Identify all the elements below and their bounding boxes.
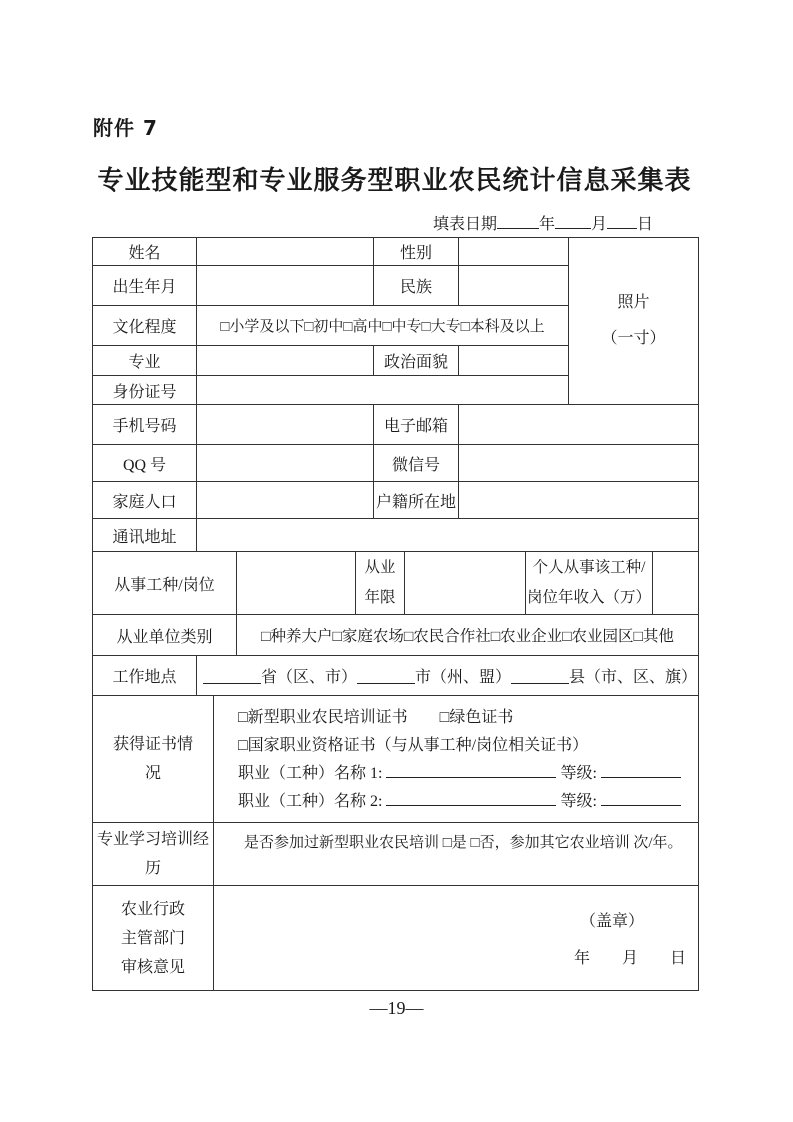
political-status-input[interactable] xyxy=(459,346,569,376)
certificates-content xyxy=(214,696,698,823)
family-size-input[interactable] xyxy=(197,482,374,519)
cert-name1-label: 职业（工种）名称 1: xyxy=(238,765,383,782)
cert-grade2-blank[interactable] xyxy=(601,790,681,806)
education-options[interactable]: □小学及以下□初中□高中□中专□大专□本科及以上 xyxy=(197,306,569,346)
qq-input[interactable] xyxy=(197,445,374,482)
contact-row-qq xyxy=(93,445,698,482)
cert-grade1-label: 等级: xyxy=(560,765,597,782)
training-label: 专业学习培训经 历 xyxy=(93,823,214,886)
annual-income-label: 个人从事该工种/ 岗位年收入（万） xyxy=(526,552,653,615)
id-number-input[interactable] xyxy=(197,376,569,405)
attachment-label: 附件 7 xyxy=(93,116,158,140)
household-location-input[interactable] xyxy=(459,482,698,519)
cert-checkbox-line2[interactable]: □国家职业资格证书（与从事工种/岗位相关证书） xyxy=(238,737,589,754)
cert-grade1-blank[interactable] xyxy=(601,762,681,778)
photo-box xyxy=(569,238,698,405)
date-year-label: 年 xyxy=(538,216,555,233)
cert-name1-blank[interactable] xyxy=(386,762,556,778)
birth-label: 出生年月 xyxy=(93,266,197,306)
county-label: 县（市、区、旗） xyxy=(569,669,698,686)
address-label: 通讯地址 xyxy=(93,519,197,552)
identity-section xyxy=(93,238,698,405)
training-row xyxy=(93,823,698,886)
certificates-row xyxy=(93,696,698,823)
name-label: 姓名 xyxy=(93,238,197,266)
review-date-line: 年 月 日 xyxy=(573,950,686,967)
seal-label: （盖章） xyxy=(579,913,644,930)
review-row xyxy=(93,886,698,990)
cert-checkbox-line1[interactable]: □新型职业农民培训证书 □绿色证书 xyxy=(238,709,514,726)
photo-label-line1: 照片 xyxy=(617,294,650,311)
work-location-input[interactable] xyxy=(197,656,698,696)
education-label: 文化程度 xyxy=(93,306,197,346)
occupation-label: 从事工种/岗位 xyxy=(93,552,237,615)
name-input[interactable] xyxy=(197,238,374,266)
date-day-label: 日 xyxy=(636,216,653,233)
contact-row-family xyxy=(93,482,698,519)
mobile-input[interactable] xyxy=(197,405,374,445)
cert-name2-line xyxy=(238,788,692,816)
employer-type-options[interactable]: □种养大户□家庭农场□农民合作社□农业企业□农业园区□其他 xyxy=(237,615,698,656)
province-label: 省（区、市） xyxy=(261,669,358,686)
review-content[interactable] xyxy=(214,886,698,990)
mobile-label: 手机号码 xyxy=(93,405,197,445)
work-location-row xyxy=(93,656,698,696)
address-input[interactable] xyxy=(197,519,698,552)
training-content[interactable]: 是否参加过新型职业农民培训 □是 □否，参加其它农业培训 次/年。 xyxy=(214,823,698,886)
major-label: 专业 xyxy=(93,346,197,376)
page-title: 专业技能型和专业服务型职业农民统计信息采集表 xyxy=(97,166,692,196)
cert-name2-blank[interactable] xyxy=(386,790,556,806)
email-label: 电子邮箱 xyxy=(374,405,459,445)
date-month-blank[interactable] xyxy=(555,213,591,229)
wechat-input[interactable] xyxy=(459,445,698,482)
occupation-input[interactable] xyxy=(237,552,356,615)
date-day-blank[interactable] xyxy=(607,213,637,229)
contact-row-address xyxy=(93,519,698,552)
cert-name2-label: 职业（工种）名称 2: xyxy=(238,793,383,810)
review-label: 农业行政 主管部门 审核意见 xyxy=(93,886,214,990)
county-blank[interactable] xyxy=(511,668,569,684)
family-size-label: 家庭人口 xyxy=(93,482,197,519)
household-location-label: 户籍所在地 xyxy=(374,482,459,519)
form-date-line xyxy=(92,211,697,234)
wechat-label: 微信号 xyxy=(374,445,459,482)
cert-name1-line xyxy=(238,760,692,788)
gender-label: 性别 xyxy=(374,238,459,266)
city-blank[interactable] xyxy=(357,668,415,684)
major-input[interactable] xyxy=(197,346,374,376)
work-years-input[interactable] xyxy=(405,552,526,615)
form-table xyxy=(92,237,699,991)
annual-income-input[interactable] xyxy=(653,552,698,615)
email-input[interactable] xyxy=(459,405,698,445)
occupation-row xyxy=(93,552,698,615)
political-status-label: 政治面貌 xyxy=(374,346,459,376)
employer-type-row xyxy=(93,615,698,656)
id-number-label: 身份证号 xyxy=(93,376,197,405)
qq-label: QQ 号 xyxy=(93,445,197,482)
work-years-label: 从业 年限 xyxy=(356,552,405,615)
employer-type-label: 从业单位类别 xyxy=(93,615,237,656)
province-blank[interactable] xyxy=(203,668,261,684)
date-month-label: 月 xyxy=(590,216,607,233)
city-label: 市（州、盟） xyxy=(415,669,512,686)
birth-input[interactable] xyxy=(197,266,374,306)
date-prefix: 填表日期 xyxy=(432,216,497,233)
date-year-blank[interactable] xyxy=(497,213,539,229)
ethnicity-label: 民族 xyxy=(374,266,459,306)
work-location-label: 工作地点 xyxy=(93,656,197,696)
cert-grade2-label: 等级: xyxy=(560,793,597,810)
certificates-label: 获得证书情 况 xyxy=(93,696,214,823)
contact-row-mobile xyxy=(93,405,698,445)
photo-label-line2: （一寸） xyxy=(601,330,666,347)
ethnicity-input[interactable] xyxy=(459,266,569,306)
page-number: —19— xyxy=(369,998,424,1018)
gender-input[interactable] xyxy=(459,238,569,266)
